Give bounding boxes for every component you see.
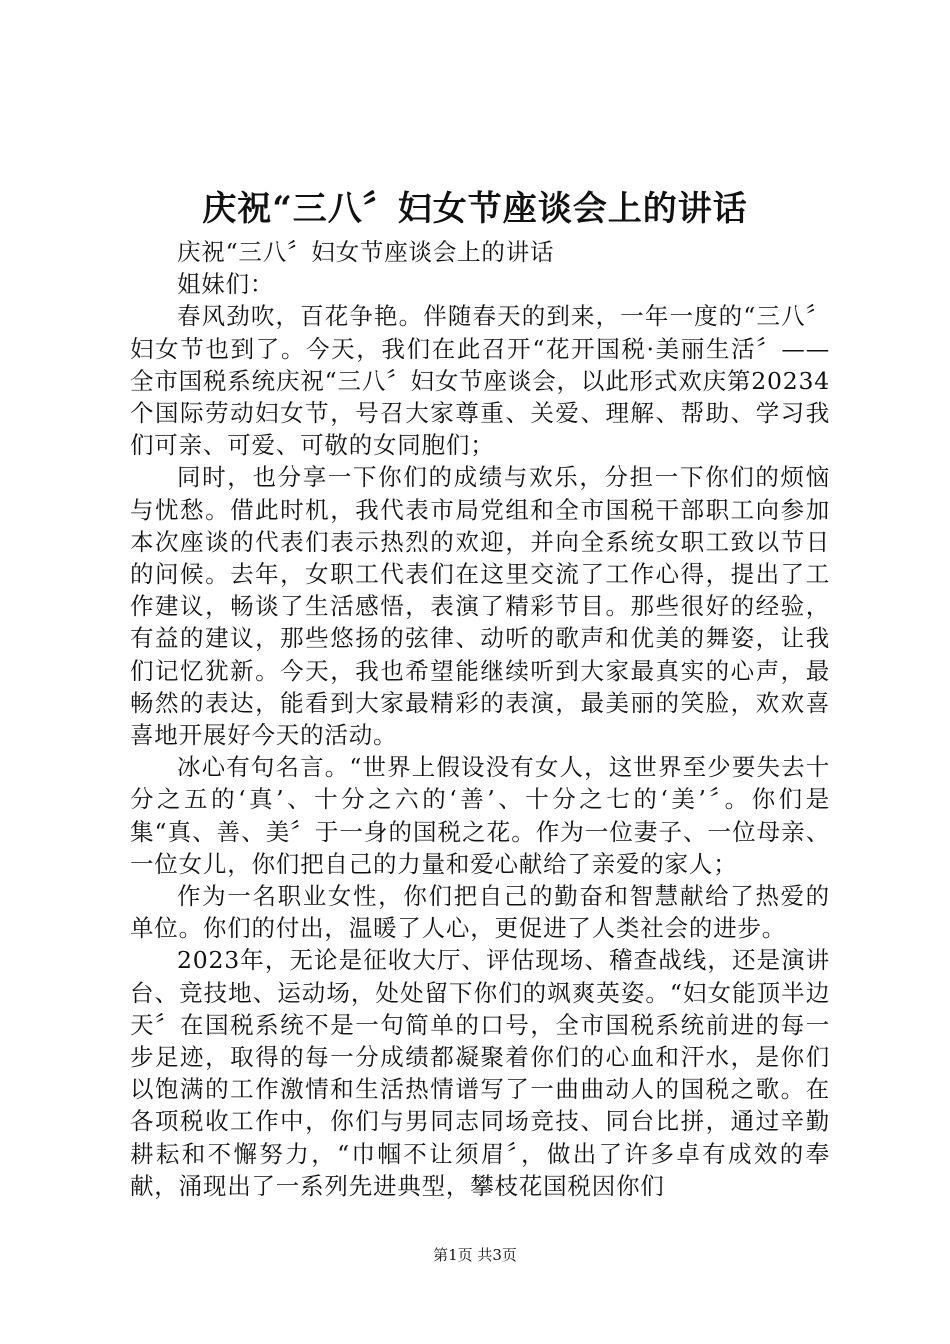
body-paragraph: 同时，也分享一下你们的成绩与欢乐，分担一下你们的烦恼与忧愁。借此时机，我代表市局党组和全市国税干部职工向参加本次座谈的代表们表示热烈的欢迎，并向全系统女职工致以节日的问候。去年，女职工代表们在这里交流了工作心得，提出了工作建议，畅谈了生活感悟，表演了精彩节目。那些很好的经验，有益的建议，那些悠扬的弦律、动听的歌声和优美的舞姿，让我们记忆犹新。今天，我也希望能继续听到大家最真实的心声，最畅然的表达，能看到大家最精彩的表演，最美丽的笑脸，欢欢喜喜地开展好今天的活动。: [130, 463, 830, 750]
body-paragraph: 春风劲吹，百花争艳。伴随春天的到来，一年一度的“三八〞妇女节也到了。今天，我们在此召开“花开国税·美丽生活〞——全市国税系统庆祝“三八〞妇女节座谈会，以此形式欢庆第20234个国际劳动妇女节，号召大家尊重、关爱、理解、帮助、学习我们可亲、可爱、可敬的女同胞们；: [130, 302, 830, 460]
salutation: 姐妹们：: [177, 270, 275, 299]
document-body: [130, 236, 830, 1202]
document-title: 庆祝“三八〞妇女节座谈会上的讲话: [202, 189, 748, 229]
body-paragraph: 作为一名职业女性，你们把自己的勤奋和智慧献给了热爱的单位。你们的付出，温暖了人心，更促进了人类社会的进步。: [130, 882, 830, 943]
body-paragraph: 2023年，无论是征收大厅、评估现场、稽查战线，还是演讲台、竞技地、运动场，处处留下你们的飒爽英姿。“妇女能顶半边天〞在国税系统不是一句简单的口号，全市国税系统前进的每一步足迹，取得的每一分成绩都凝聚着你们的心血和汗水，是你们以饱满的工作激情和生活热情谱写了一曲曲动人的国税之歌。在各项税收工作中，你们与男同志同场竞技、同台比拼，通过辛勤耕耘和不懈努力，“巾帼不让须眉〞，做出了许多卓有成效的奉献，涌现出了一系列先进典型，攀枝花国税因你们: [130, 946, 830, 1200]
page-number-footer: 第1页 共3页: [433, 1246, 517, 1264]
body-paragraph: 庆祝“三八〞妇女节座谈会上的讲话: [177, 238, 555, 266]
body-paragraph: 冰心有句名言。“世界上假设没有女人，这世界至少要失去十分之五的‘真’、十分之六的‘善’、十分之七的‘美’〞。你们是集“真、善、美〞于一身的国税之花。作为一位妻子、一位母亲、一位女儿，你们把自己的力量和爱心献给了亲爱的家人；: [130, 753, 830, 878]
